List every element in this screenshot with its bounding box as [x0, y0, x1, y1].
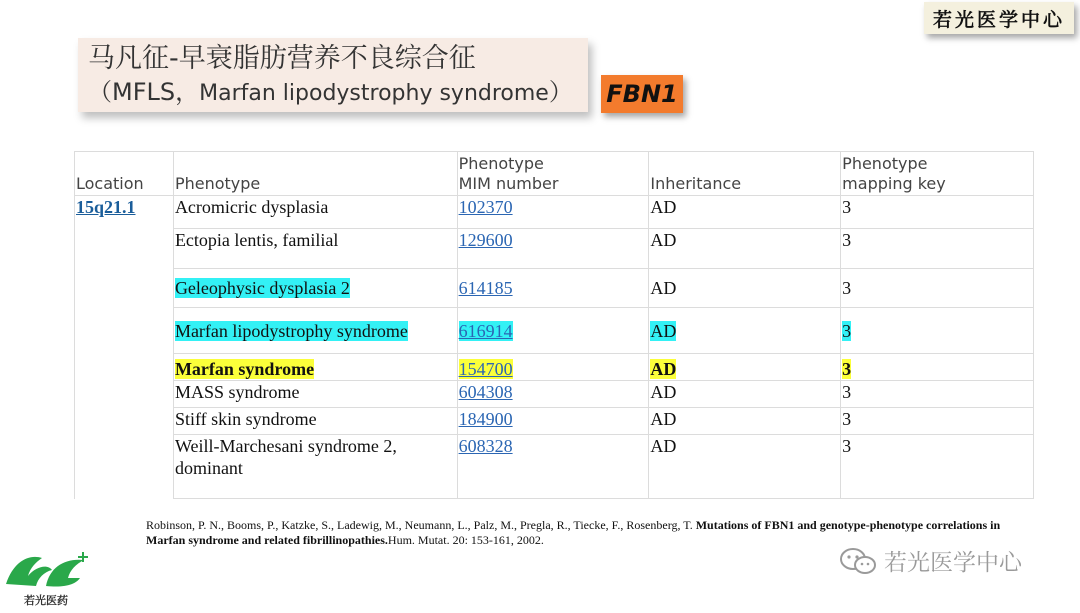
- phenotype-highlight: Marfan syndrome: [174, 359, 315, 379]
- key-cell: 3: [841, 269, 1034, 308]
- key-cell: 3: [841, 408, 1034, 435]
- phenotype-cell: MASS syndrome: [173, 381, 457, 408]
- inheritance-cell: AD: [649, 196, 841, 229]
- key-highlight: 3: [842, 359, 852, 379]
- table-row: [75, 408, 1034, 435]
- inheritance-cell: AD: [649, 229, 841, 269]
- key-highlight: 3: [842, 320, 852, 341]
- mim-link[interactable]: 608328: [458, 436, 513, 456]
- watermark: [838, 544, 1022, 577]
- brand-label: 若光医学中心: [924, 2, 1074, 34]
- company-logo: [0, 548, 92, 608]
- phenotype-cell: [173, 354, 457, 381]
- table-row: [75, 196, 1034, 229]
- key-cell: 3: [841, 229, 1034, 269]
- phenotype-cell: Weill-Marchesani syndrome 2, dominant: [173, 435, 457, 499]
- title-box: [78, 38, 588, 112]
- mim-cell: [457, 435, 649, 499]
- key-cell: 3: [841, 196, 1034, 229]
- phenotype-highlight: Marfan lipodystrophy syndrome: [174, 320, 408, 341]
- inheritance-cell: [649, 354, 841, 381]
- title-close-paren: ）: [548, 78, 573, 106]
- logo-text: 若光医药: [24, 594, 68, 607]
- mim-cell: [457, 196, 649, 229]
- location-link[interactable]: 15q21.1: [76, 197, 136, 217]
- key-cell: [841, 308, 1034, 354]
- location-cell: [75, 196, 174, 499]
- table-row: [75, 354, 1034, 381]
- gene-badge: FBN1: [601, 75, 683, 113]
- key-cell: [841, 354, 1034, 381]
- header-phenotype: Phenotype: [173, 152, 457, 196]
- mim-link[interactable]: 102370: [458, 197, 513, 217]
- inheritance-cell: AD: [649, 381, 841, 408]
- title-open-paren: （MFLS，: [88, 78, 200, 106]
- mim-link[interactable]: 604308: [458, 382, 513, 402]
- inheritance-cell: AD: [649, 435, 841, 499]
- table-row: [75, 435, 1034, 499]
- table-row: [75, 229, 1034, 269]
- phenotype-cell: Ectopia lentis, familial: [173, 229, 457, 269]
- table-row: [75, 381, 1034, 408]
- inheritance-cell: [649, 308, 841, 354]
- mim-cell: [457, 229, 649, 269]
- table-header-row: [75, 152, 1034, 196]
- mim-link[interactable]: 154700: [458, 359, 513, 379]
- mim-link[interactable]: 616914: [458, 320, 513, 341]
- phenotype-cell: Stiff skin syndrome: [173, 408, 457, 435]
- phenotype-cell: [173, 308, 457, 354]
- phenotype-cell: Acromicric dysplasia: [173, 196, 457, 229]
- header-mapping-key: Phenotype mapping key: [841, 152, 1034, 196]
- title-english: [88, 76, 578, 110]
- phenotype-cell: [173, 269, 457, 308]
- table-row: [75, 308, 1034, 354]
- mim-cell: [457, 269, 649, 308]
- table-row: [75, 269, 1034, 308]
- citation-title: Mutations of FBN1 and genotype-phenotype correlations in Marfan syndrome and related fibrillinopathies.: [146, 518, 1001, 547]
- phenotype-table: [74, 151, 1034, 499]
- inheritance-cell: AD: [649, 269, 841, 308]
- citation-authors: Robinson, P. N., Booms, P., Katzke, S., Ladewig, M., Neumann, L., Palz, M., Pregla, R., Tiecke, F., Rosenberg, T.: [146, 518, 693, 532]
- key-cell: 3: [841, 435, 1034, 499]
- citation-journal: Hum. Mutat. 20: 153-161, 2002.: [387, 533, 544, 547]
- mim-link[interactable]: 614185: [458, 278, 513, 298]
- logo-mark-icon: [0, 548, 92, 608]
- wechat-icon: [838, 546, 878, 576]
- mim-cell: [457, 381, 649, 408]
- key-cell: 3: [841, 381, 1034, 408]
- inheritance-cell: AD: [649, 408, 841, 435]
- inheritance-highlight: AD: [650, 320, 677, 341]
- mim-cell: [457, 408, 649, 435]
- header-mim-number: Phenotype MIM number: [457, 152, 649, 196]
- title-english-name: Marfan lipodystrophy syndrome: [199, 81, 549, 106]
- mim-link[interactable]: 184900: [458, 409, 513, 429]
- header-inheritance: Inheritance: [649, 152, 841, 196]
- inheritance-highlight: AD: [650, 359, 677, 379]
- mim-link[interactable]: 129600: [458, 230, 513, 250]
- header-location: Location: [75, 152, 174, 196]
- watermark-text: 若光医学中心: [884, 550, 1022, 576]
- mim-cell: [457, 308, 649, 354]
- mim-cell: [457, 354, 649, 381]
- title-chinese: 马凡征-早衰脂肪营养不良综合征: [88, 43, 476, 74]
- phenotype-highlight: Geleophysic dysplasia 2: [174, 278, 350, 298]
